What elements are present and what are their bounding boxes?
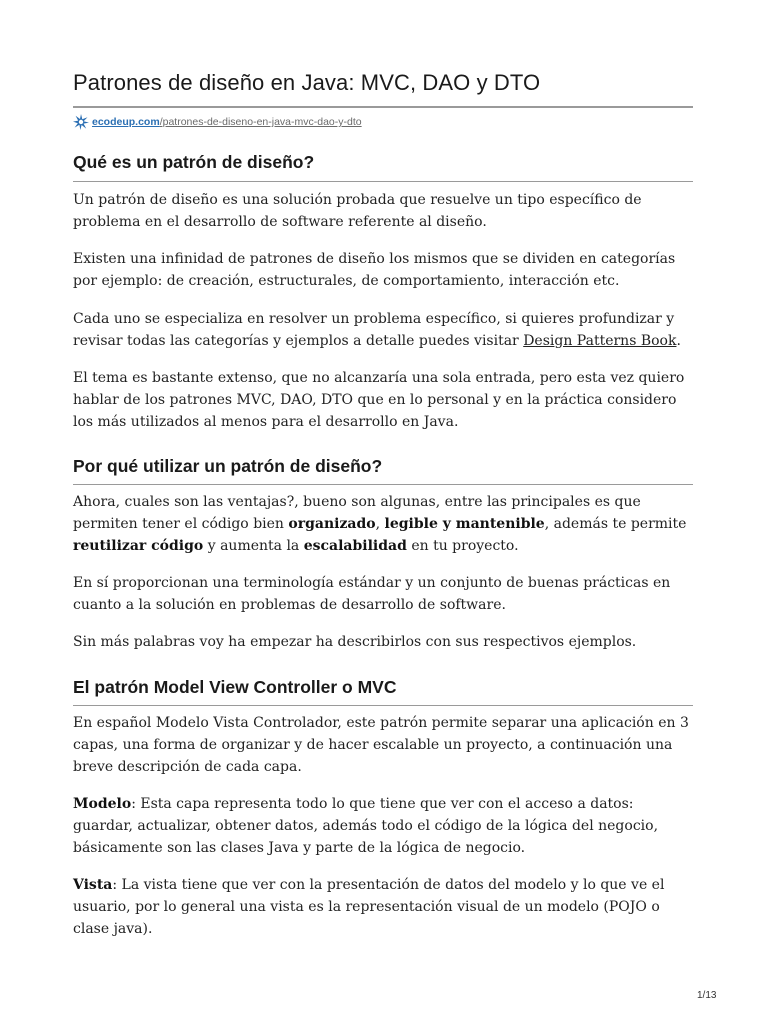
source-path[interactable]: /patrones-de-diseno-en-java-mvc-dao-y-dto [159,116,362,128]
paragraph: El tema es bastante extenso, que no alcanzaría una sola entrada, pero esta vez quiero hablar de los patrones MVC, DAO, DTO que en lo personal y en la práctica considero los más utilizados al menos para el desarrollo en Java. [73,370,685,430]
paragraph: Sin más palabras voy ha empezar ha describirlos con sus respectivos ejemplos. [73,634,637,650]
section-divider [73,484,693,485]
article-title: Patrones de diseño en Java: MVC, DAO y DTO [73,70,541,95]
section-heading-why-use: Por qué utilizar un patrón de diseño? [73,456,383,476]
paragraph: Ahora, cuales son las ventajas?, bueno son algunas, entre las principales es que permiten tener el código bien organizado, legible y mantenible, además te permite reutilizar código y aumenta la escalabilidad en tu proyecto. [73,494,687,554]
title-divider [73,106,693,108]
term-modelo: Modelo [73,796,132,812]
term-vista: Vista [73,877,113,893]
paragraph: Cada uno se especializa en resolver un problema específico, si quieres profundizar y revisar todas las categorías y ejemplos a detalle puedes visitar Design Patterns Book. [73,311,681,349]
paragraph: Modelo: Esta capa representa todo lo que tiene que ver con el acceso a datos: guardar, actualizar, obtener datos, además todo el código de la lógica del negocio, básicamente son las clases Java y parte de la lógica de negocio. [73,796,659,856]
site-logo-icon [73,114,89,130]
paragraph: Un patrón de diseño es una solución probada que resuelve un tipo específico de problema en el desarrollo de software referente al diseño. [73,192,642,230]
paragraph: En sí proporcionan una terminología estándar y un conjunto de buenas prácticas en cuanto a la solución en problemas de desarrollo de software. [73,575,671,613]
design-patterns-book-link[interactable]: Design Patterns Book [523,333,677,349]
paragraph: En español Modelo Vista Controlador, este patrón permite separar una aplicación en 3 capas, una forma de organizar y de hacer escalable un proyecto, a continuación una breve descripción de cada capa. [73,715,689,775]
section-heading-mvc: El patrón Model View Controller o MVC [73,677,397,697]
paragraph: Vista: La vista tiene que ver con la presentación de datos del modelo y lo que ve el usuario, por lo general una vista es la representación visual de un modelo (POJO o clase java). [73,877,665,937]
section-divider [73,181,693,182]
source-domain[interactable]: ecodeup.com [92,116,160,128]
section-divider [73,705,693,706]
section-heading-what-is: Qué es un patrón de diseño? [73,152,315,172]
page-number: 1/13 [697,990,717,1001]
source-link[interactable] [73,114,362,130]
paragraph: Existen una infinidad de patrones de diseño los mismos que se dividen en categorías por ejemplo: de creación, estructurales, de comportamiento, interacción etc. [73,251,676,289]
